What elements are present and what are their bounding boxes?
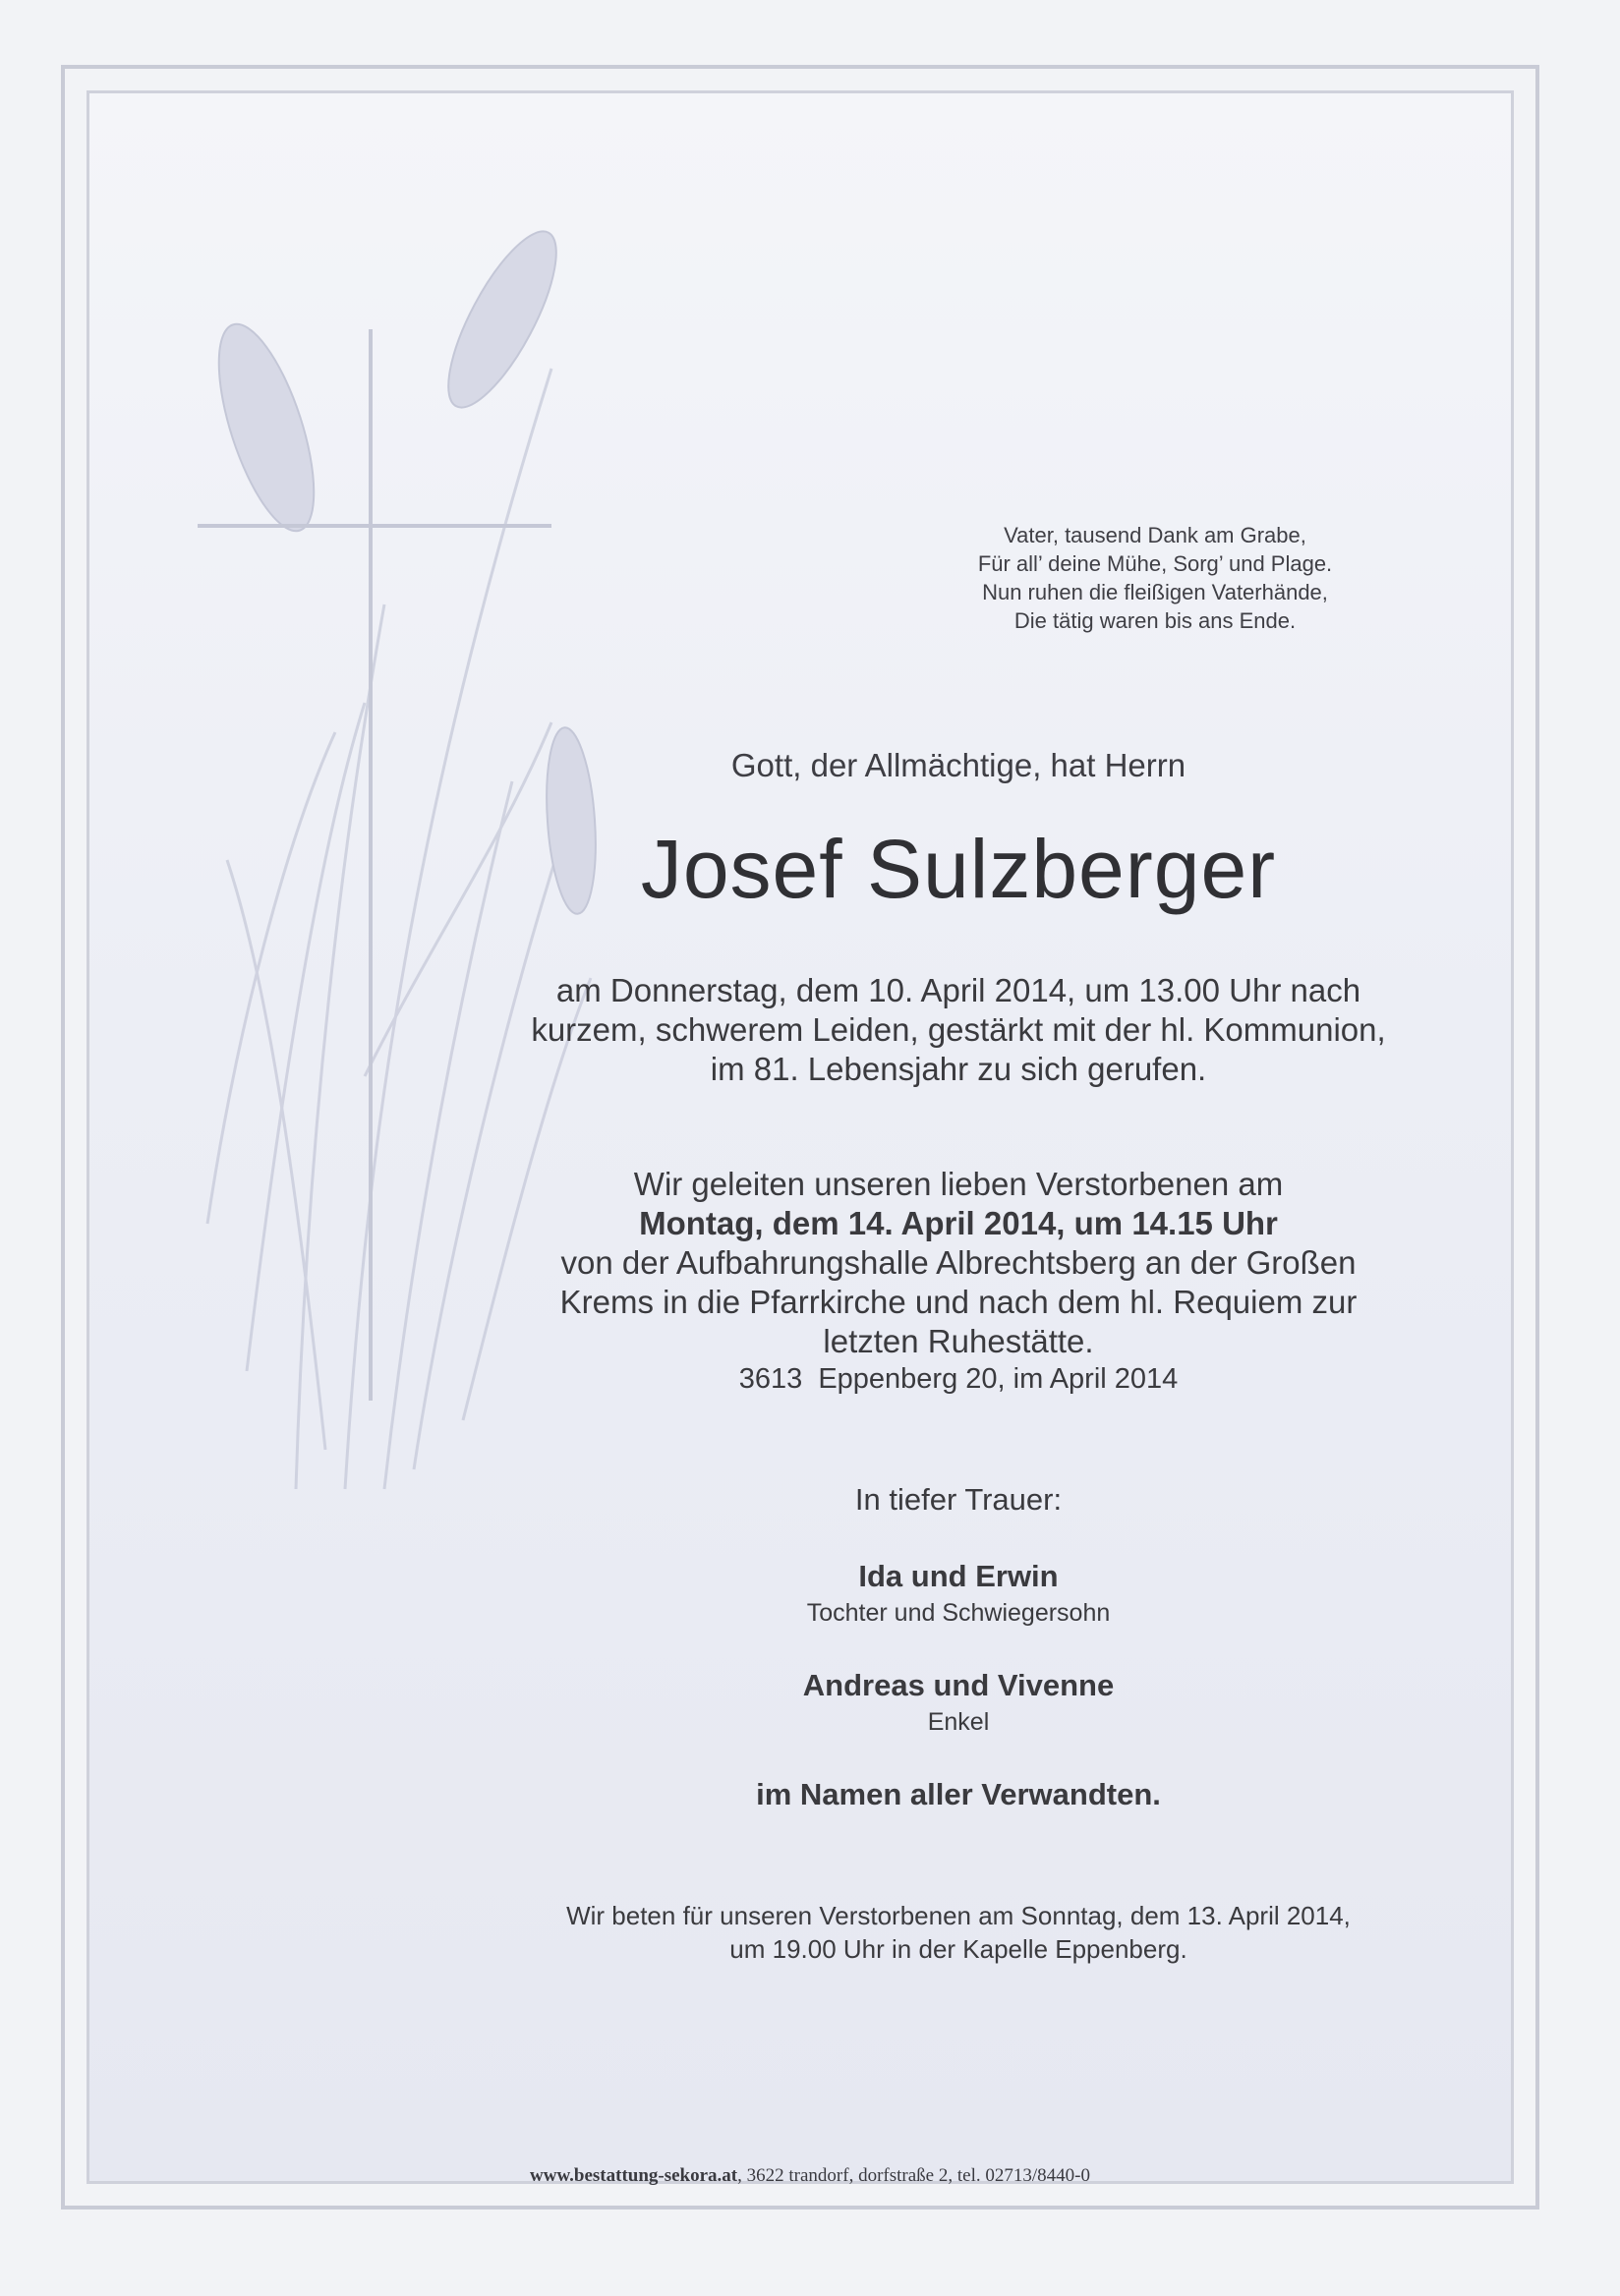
footer-website[interactable]: www.bestattung-sekora.at	[530, 2165, 738, 2186]
place-date: 3613 Eppenberg 20, im April 2014	[738, 1363, 1179, 1395]
funeral-date: Montag, dem 14. April 2014, um 14.15 Uhr	[639, 1205, 1278, 1241]
death-details	[492, 971, 1425, 1089]
prayer-notice	[492, 1899, 1425, 1966]
inner-frame	[87, 90, 1514, 2184]
verse	[934, 521, 1376, 635]
mourner-name: Andreas und Vivenne	[802, 1668, 1115, 1702]
funeral-line: Wir geleiten unseren lieben Verstorbenen am	[633, 1166, 1284, 1202]
funeral-line: von der Aufbahrungshalle Albrechtsberg an der Großen	[560, 1244, 1357, 1281]
death-line: im 81. Lebensjahr zu sich gerufen.	[710, 1051, 1207, 1087]
verse-line: Nun ruhen die fleißigen Vaterhände,	[982, 580, 1328, 604]
relatives-closing: im Namen aller Verwandten.	[756, 1777, 1161, 1811]
intro-text: Gott, der Allmächtige, hat Herrn	[730, 747, 1186, 783]
death-line: kurzem, schwerem Leiden, gestärkt mit der hl. Kommunion,	[531, 1011, 1386, 1048]
footer-address: , 3622 trandorf, dorfstraße 2, tel. 02713/8440-0	[737, 2165, 1090, 2186]
verse-line: Vater, tausend Dank am Grabe,	[1004, 523, 1306, 547]
wheat-cross-decoration	[89, 93, 1514, 2184]
mourner-name: Ida und Erwin	[858, 1559, 1059, 1593]
funeral-line: Krems in die Pfarrkirche und nach dem hl. Requiem zur	[559, 1284, 1358, 1320]
prayer-line: Wir beten für unseren Verstorbenen am Sonntag, dem 13. April 2014,	[566, 1901, 1351, 1930]
verse-line: Die tätig waren bis ans Ende.	[1013, 608, 1297, 633]
mourning-heading: In tiefer Trauer:	[854, 1482, 1063, 1517]
prayer-line: um 19.00 Uhr in der Kapelle Eppenberg.	[729, 1934, 1187, 1964]
funeral-details	[492, 1165, 1425, 1361]
verse-line: Für all’ deine Mühe, Sorg’ und Plage.	[977, 551, 1333, 576]
mourner-relation: Enkel	[927, 1708, 990, 1736]
deceased-name: Josef Sulzberger	[640, 823, 1277, 915]
footer	[0, 2165, 1620, 2187]
death-line: am Donnerstag, dem 10. April 2014, um 13.00 Uhr nach	[555, 972, 1361, 1008]
funeral-line: letzten Ruhestätte.	[823, 1323, 1094, 1359]
mourner-relation: Tochter und Schwiegersohn	[806, 1599, 1111, 1627]
